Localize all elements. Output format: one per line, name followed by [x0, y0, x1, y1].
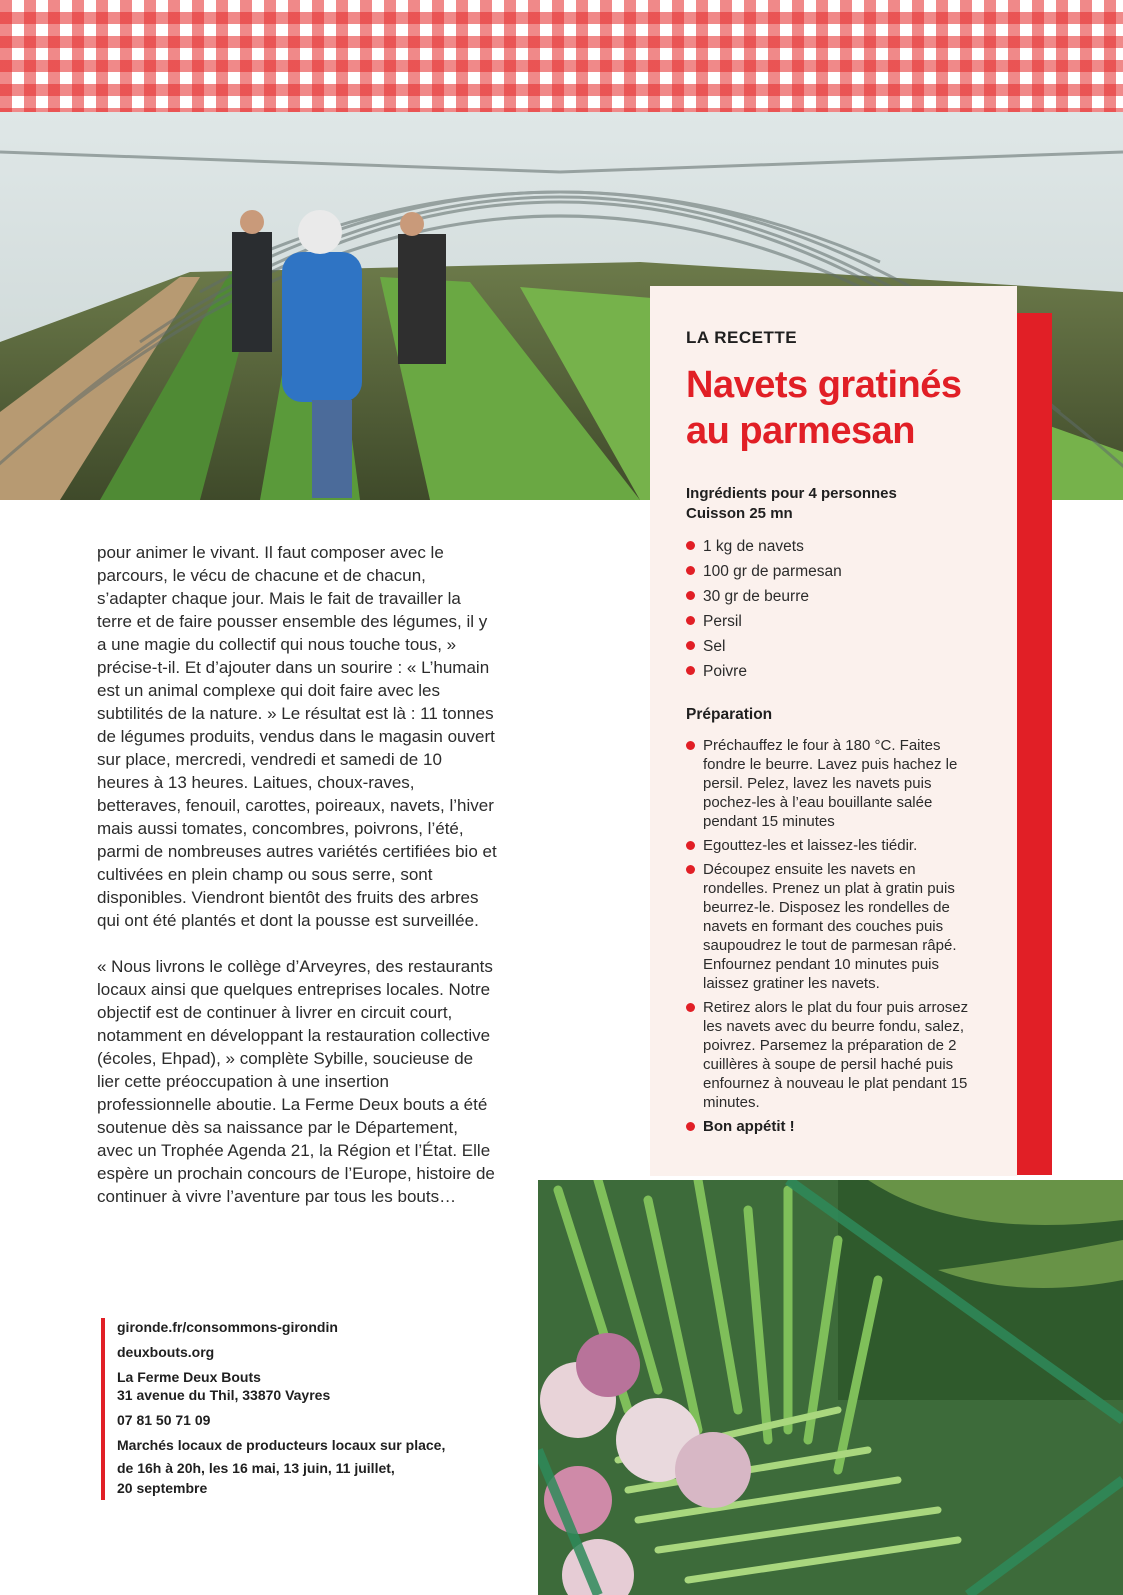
- markets-info-line3: 20 septembre: [117, 1480, 208, 1496]
- recipe-cooking-time: Cuisson 25 mn: [686, 505, 793, 522]
- recipe-kicker: LA RECETTE: [686, 328, 798, 347]
- ingredient-item: 1 kg de navets: [686, 534, 981, 559]
- article-body: [97, 541, 497, 1231]
- farm-address: 31 avenue du Thil, 33870 Vayres: [117, 1387, 331, 1403]
- bullet-icon: [686, 641, 695, 650]
- gingham-banner: [0, 0, 1123, 112]
- bullet-icon: [686, 1003, 695, 1012]
- ingredient-item: Poivre: [686, 659, 981, 684]
- bullet-icon: [686, 741, 695, 750]
- farm-name: La Ferme Deux Bouts: [117, 1369, 261, 1385]
- ingredient-item: 30 gr de beurre: [686, 584, 981, 609]
- bullet-icon: [686, 841, 695, 850]
- article-paragraph: « Nous livrons le collège d’Arveyres, des restaurants locaux ainsi que quelques entreprises locales. Notre objectif est de continuer à livrer en circuit court, notamment en développant la restauration collective (écoles, Ehpad), » complète Sybille, soucieuse de lier cette préoccupation à une insertion professionnelle aboutie. La Ferme Deux bouts a été soutenue dès sa naissance par le Département, avec un Trophée Agenda 21, la Région et l’État. Elle espère un prochain concours de l’Europe, histoire de continuer à vivre l’aventure par tous les bouts…: [97, 957, 495, 1206]
- preparation-step: Découpez ensuite les navets en rondelles. Prenez un plat à gratin puis beurrez-le. Disposez les rondelles de navets en formant des couches puis saupoudrez le tout de parmesan râpé. Enfournez pendant 10 minutes puis laissez gratiner les navets.: [686, 860, 981, 993]
- recipe-title-line2: au parmesan: [686, 410, 915, 452]
- recipe-title: [686, 362, 981, 454]
- ingredient-item: 100 gr de parmesan: [686, 559, 981, 584]
- markets-info-line1: Marchés locaux de producteurs locaux sur place,: [117, 1437, 446, 1453]
- info-block: [101, 1318, 511, 1500]
- farm-phone: 07 81 50 71 09: [117, 1412, 211, 1428]
- preparation-heading: Préparation: [686, 706, 773, 723]
- bullet-icon: [686, 541, 695, 550]
- bullet-icon: [686, 566, 695, 575]
- article-paragraph: pour animer le vivant. Il faut composer avec le parcours, le vécu de chacune et de chacun, s’adapter chaque jour. Mais le fait de travailler la terre et de faire pousser ensemble des légumes, il y a une magie du collectif qui nous touche tous, » précise-t-il. Et d’ajouter dans un sourire : « L’humain est un animal complexe qui doit faire avec les subtilités de la nature. » Le résultat est là : 11 tonnes de légumes produits, vendus dans le magasin ouvert sur place, mercredi, vendredi et samedi de 10 heures à 13 heures. Laitues, choux-raves, betteraves, fenouil, carottes, poireaux, navets, l’hiver mais aussi tomates, concombres, poivrons, l’été, parmi de nombreuses autres variétés certifiées bio et cultivées en plein champ ou sous serre, sont disponibles. Viendront bientôt des fruits des arbres qui ont été plantés et dont la pousse est surveillée.: [97, 543, 497, 930]
- bullet-icon: [686, 1122, 695, 1131]
- preparation-step-closing: Bon appétit !: [686, 1117, 981, 1136]
- ingredient-item: Persil: [686, 609, 981, 634]
- ingredient-item: Sel: [686, 634, 981, 659]
- ingredient-list: [686, 534, 981, 684]
- recipe-title-line1: Navets gratinés: [686, 364, 962, 406]
- website-link-gironde[interactable]: gironde.fr/consommons-girondin: [117, 1319, 338, 1335]
- preparation-step: Retirez alors le plat du four puis arrosez les navets avec du beurre fondu, salez, poivrez. Parsemez la préparation de 2 cuillères à soupe de persil haché puis enfournez à nouveau le plat pendant 15 minutes.: [686, 998, 981, 1112]
- bullet-icon: [686, 616, 695, 625]
- recipe-servings: Ingrédients pour 4 personnes: [686, 485, 897, 502]
- accent-red-bar: [1016, 313, 1052, 1175]
- turnips-crate-photo: [538, 1180, 1123, 1595]
- preparation-steps: [686, 736, 981, 1136]
- bullet-icon: [686, 865, 695, 874]
- recipe-card: [650, 286, 1017, 1176]
- bullet-icon: [686, 591, 695, 600]
- markets-info-line2: de 16h à 20h, les 16 mai, 13 juin, 11 juillet,: [117, 1460, 395, 1476]
- bullet-icon: [686, 666, 695, 675]
- preparation-step: Egouttez-les et laissez-les tiédir.: [686, 836, 981, 855]
- preparation-step: Préchauffez le four à 180 °C. Faites fondre le beurre. Lavez puis hachez le persil. Pelez, lavez les navets puis pochez-les à l’eau bouillante salée pendant 15 minutes: [686, 736, 981, 831]
- website-link-deuxbouts[interactable]: deuxbouts.org: [117, 1344, 215, 1360]
